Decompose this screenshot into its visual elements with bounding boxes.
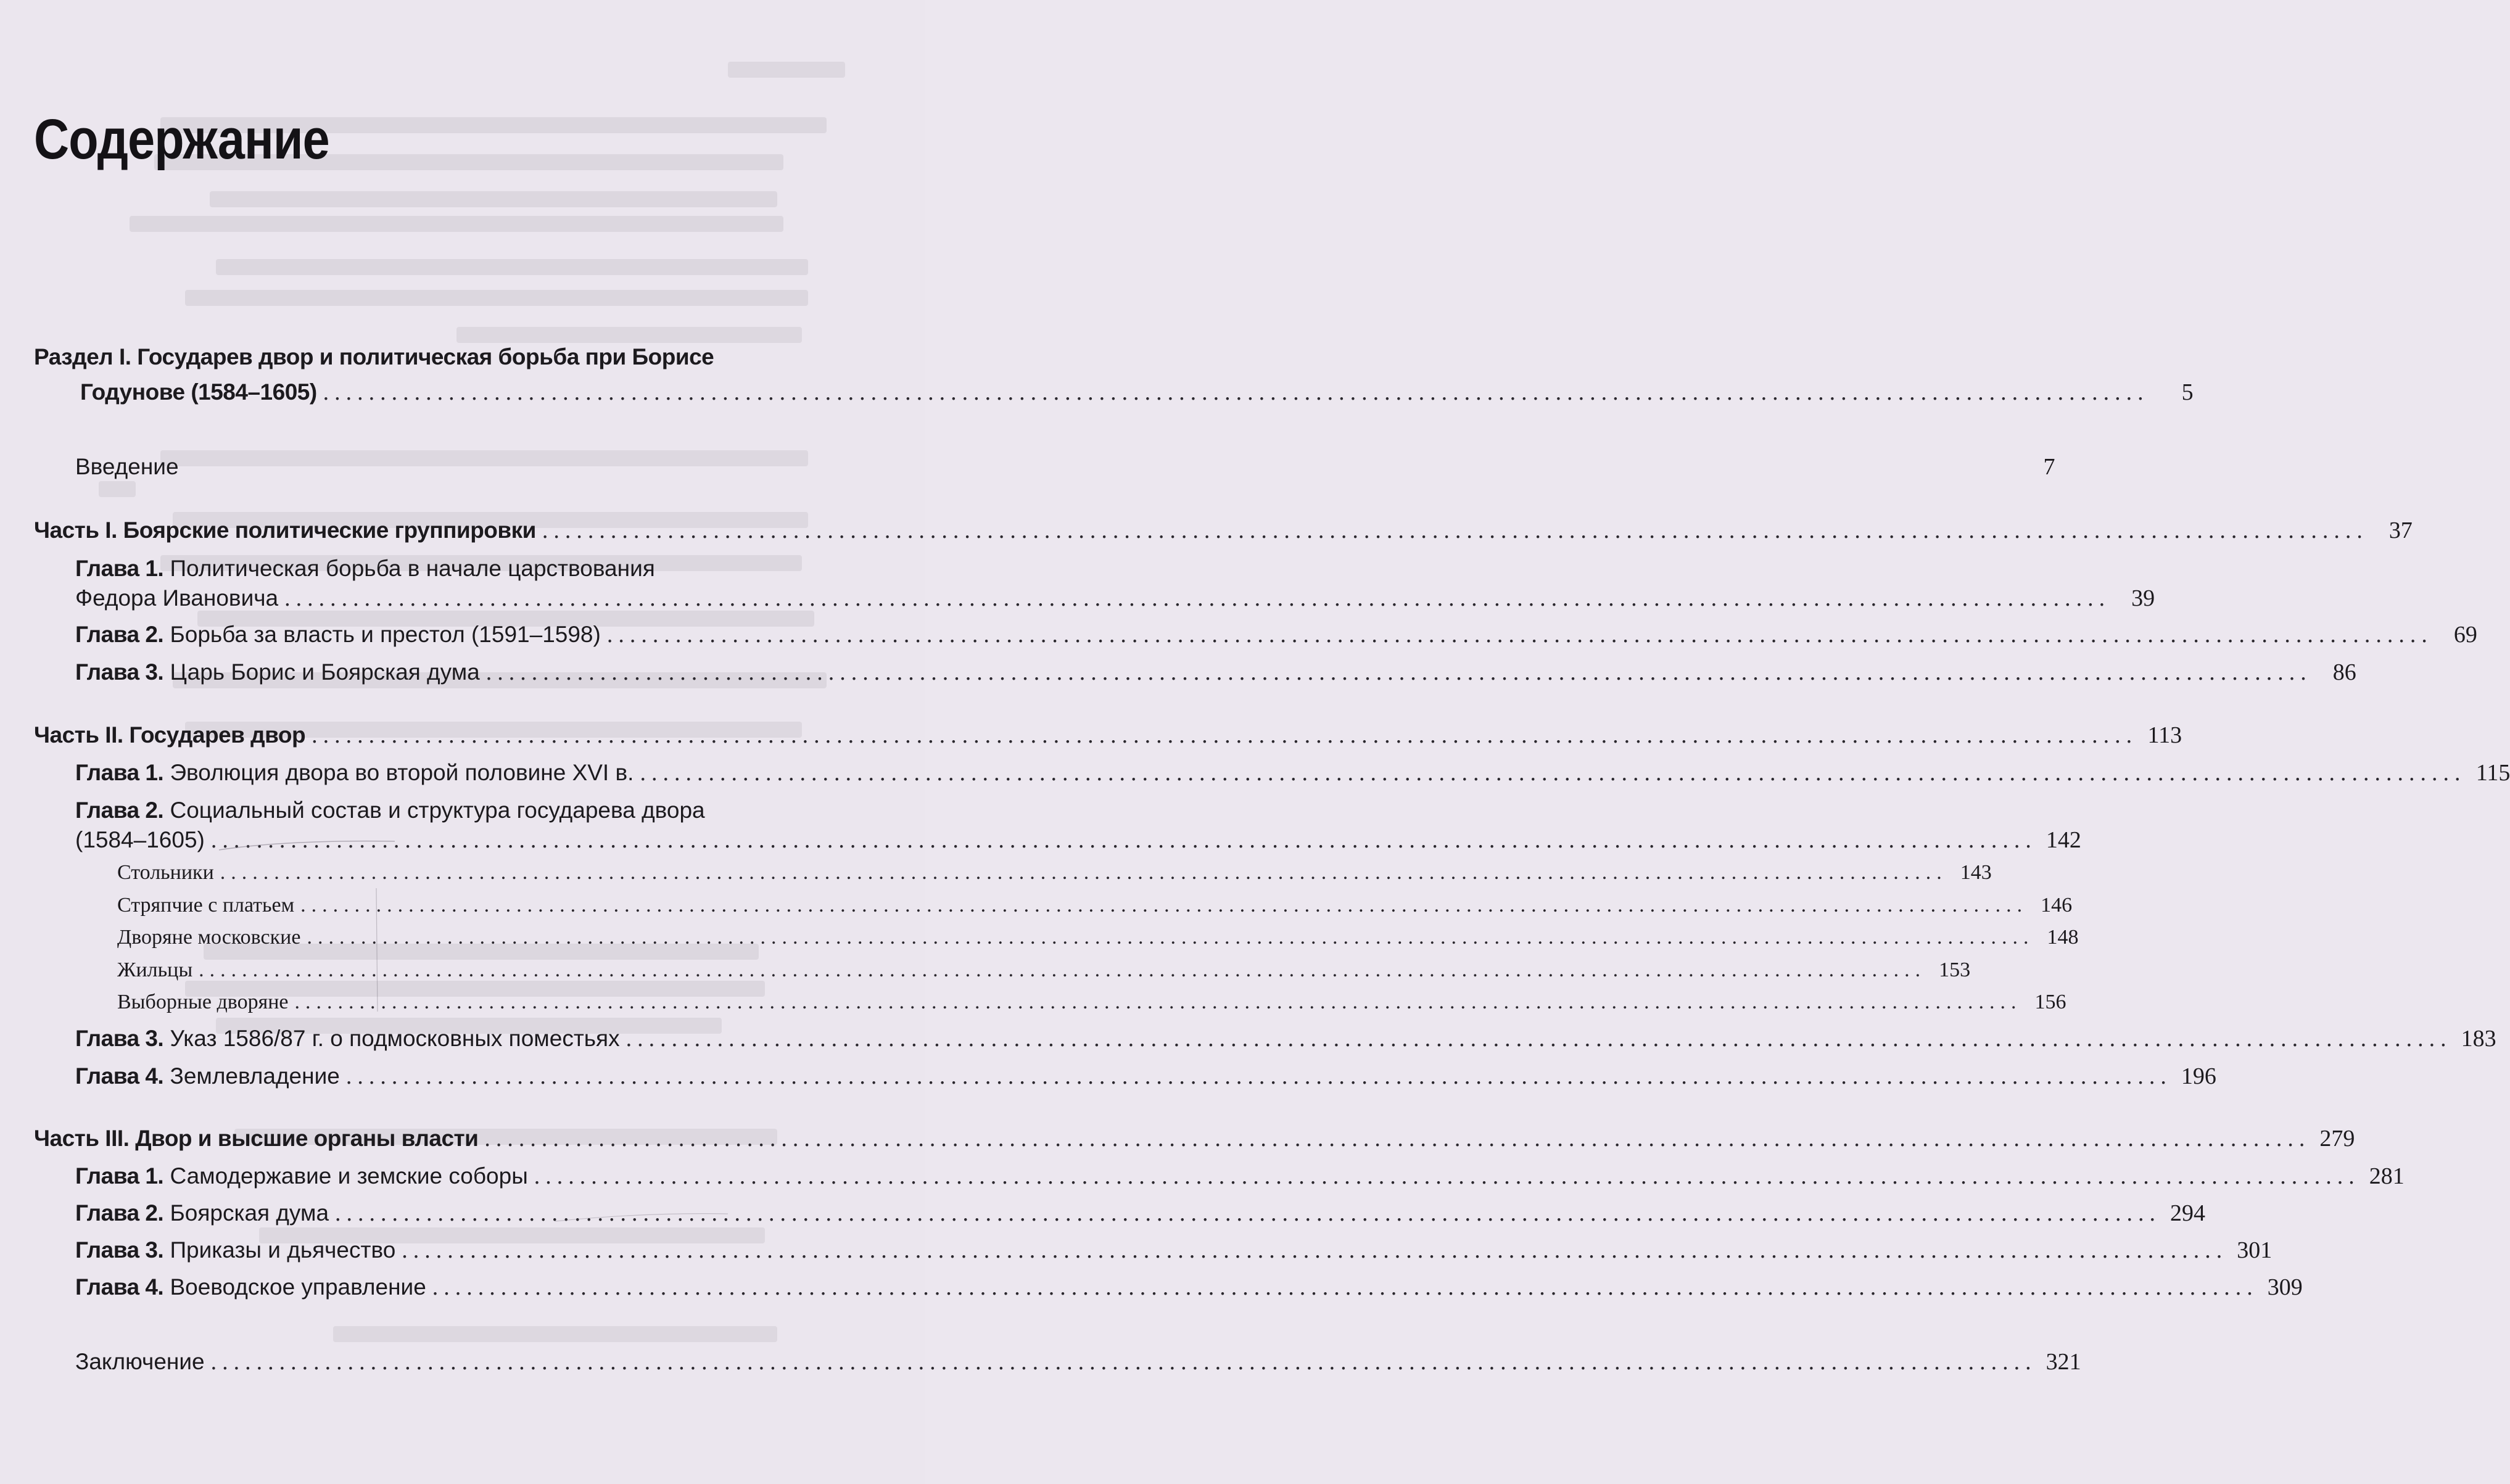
toc-page-number: 153 xyxy=(1939,958,1971,981)
toc-page-number: 156 xyxy=(2034,991,2066,1013)
toc-entry-heading: Часть III. Двор и высшие органы власти xyxy=(34,1126,479,1151)
chapter-number: Глава 1. xyxy=(75,760,164,785)
toc-entry-part-1[interactable] xyxy=(34,516,2413,545)
leader-dots: ................................................................................................................................................................ xyxy=(307,926,2034,949)
toc-entry-chapter[interactable] xyxy=(75,796,705,825)
leader-dots: ................................................................................................................................................................ xyxy=(210,827,2037,853)
toc-entry-title xyxy=(75,1161,528,1191)
toc-entry-title xyxy=(75,657,480,687)
chapter-title: Приказы и дьячество xyxy=(163,1237,396,1263)
chapter-title-continuation: Федора Ивановича xyxy=(75,585,279,611)
leader-dots: ................................................................................................................................................................ xyxy=(485,659,2312,685)
chapter-number: Глава 2. xyxy=(75,1200,164,1226)
chapter-title: Землевладение xyxy=(163,1063,340,1089)
toc-entry-subsection[interactable] xyxy=(117,957,1971,984)
toc-entry-title xyxy=(75,758,634,788)
toc-entry-subsection[interactable] xyxy=(117,989,2066,1016)
toc-entry-chapter[interactable] xyxy=(75,1235,2273,1265)
subsection-title: Выборные дворяне xyxy=(117,991,289,1013)
leader-dots: ................................................................................................................................................................ xyxy=(484,1126,2311,1152)
chapter-title: Воеводское управление xyxy=(163,1274,426,1300)
chapter-title: Указ 1586/87 г. о подмосковных поместьях xyxy=(163,1026,620,1051)
toc-entry-chapter[interactable] xyxy=(75,1272,2303,1302)
toc-page-number: 196 xyxy=(2181,1063,2216,1089)
toc-entry-subsection[interactable] xyxy=(117,892,2073,919)
leader-dots: ................................................................................................................................................................ xyxy=(220,861,1947,884)
toc-page-number: 294 xyxy=(2170,1200,2206,1226)
toc-entry-part-3[interactable] xyxy=(34,1124,2355,1153)
toc-entry-title: Заключение xyxy=(75,1349,205,1374)
toc-page-number: 69 xyxy=(2453,622,2477,648)
toc-entry-title xyxy=(75,1061,340,1091)
chapter-number: Глава 2. xyxy=(75,798,164,823)
leader-dots: ................................................................................................................................................................ xyxy=(300,894,2028,917)
leader-dots: ................................................................................................................................................................ xyxy=(312,722,2138,748)
toc-entry-title xyxy=(75,796,705,825)
toc-entry-conclusion[interactable] xyxy=(75,1347,2081,1377)
chapter-title: Эволюция двора во второй половине XVI в. xyxy=(163,760,634,785)
chapter-number: Глава 4. xyxy=(75,1274,164,1300)
toc-entry-section-1-continuation[interactable] xyxy=(80,377,2194,407)
chapter-title: Царь Борис и Боярская дума xyxy=(163,659,480,685)
chapter-title: Боярская дума xyxy=(163,1200,329,1226)
subsection-title: Жильцы xyxy=(117,958,193,981)
toc-entry-subsection[interactable] xyxy=(117,859,1992,886)
toc-entry-chapter[interactable] xyxy=(75,1161,2405,1191)
chapter-number: Глава 3. xyxy=(75,1237,164,1263)
toc-page-number: 301 xyxy=(2237,1237,2273,1263)
toc-entry-title xyxy=(75,554,655,583)
toc-entry-title xyxy=(75,1024,620,1053)
toc-page-number: 309 xyxy=(2267,1274,2303,1300)
leader-dots: ................................................................................................................................................................ xyxy=(640,760,2466,786)
leader-dots: ................................................................................................................................................................ xyxy=(345,1063,2172,1089)
chapter-number: Глава 4. xyxy=(75,1063,164,1089)
toc-entry-chapter[interactable] xyxy=(75,554,655,583)
leader-dots: ................................................................................................................................................................ xyxy=(323,379,2149,405)
toc-entry-title xyxy=(75,620,601,649)
chapter-number: Глава 3. xyxy=(75,659,164,685)
toc-entry-chapter[interactable] xyxy=(75,620,2477,649)
subsection-title: Дворяне московские xyxy=(117,926,301,949)
leader-dots: ................................................................................................................................................................ xyxy=(294,991,2022,1013)
toc-entry-title xyxy=(75,1272,426,1302)
leader-dots: ................................................................................................................................................................ xyxy=(534,1163,2360,1189)
toc-entry-chapter[interactable] xyxy=(75,1024,2496,1053)
toc-page-number: 115 xyxy=(2475,760,2510,786)
toc-entry-heading: Часть II. Государев двор xyxy=(34,722,306,748)
leader-dots: ................................................................................................................................................................ xyxy=(432,1274,2258,1300)
toc-entry-heading-continuation: Годунове (1584–1605) xyxy=(80,379,317,405)
toc-entry-title xyxy=(75,1198,329,1228)
toc-entry-chapter[interactable] xyxy=(75,657,2356,687)
chapter-number: Глава 3. xyxy=(75,1026,164,1051)
toc-entry-heading: Раздел I. Государев двор и политическая борьба при Борисе xyxy=(34,344,714,369)
toc-page-number: 7 xyxy=(2043,454,2055,480)
toc-page-number: 183 xyxy=(2461,1026,2496,1052)
toc-page-number: 281 xyxy=(2369,1163,2405,1189)
subsection-title: Стряпчие с платьем xyxy=(117,894,295,917)
toc-page-number: 5 xyxy=(2181,379,2194,405)
leader-dots: ................................................................................................................................................................ xyxy=(284,585,2111,611)
toc-entry-title xyxy=(75,1235,395,1265)
chapter-title: Социальный состав и структура государева двора xyxy=(163,798,705,823)
toc-page-number: 321 xyxy=(2046,1349,2081,1375)
toc-page-number: 148 xyxy=(2047,926,2079,949)
toc-entry-title: Введение xyxy=(75,454,179,479)
toc-entry-introduction[interactable] xyxy=(75,452,2055,482)
toc-entry-section-1[interactable] xyxy=(34,342,714,372)
leader-dots: ................................................................................................................................................................ xyxy=(335,1200,2161,1226)
toc-page-number: 143 xyxy=(1960,861,1992,884)
toc-page-number: 142 xyxy=(2046,827,2081,853)
toc-entry-chapter[interactable] xyxy=(75,1061,2216,1091)
toc-page-number: 86 xyxy=(2332,659,2356,685)
toc-page-number: 39 xyxy=(2131,585,2155,611)
leader-dots: ................................................................................................................................................................ xyxy=(199,958,1926,981)
toc-entry-chapter[interactable] xyxy=(75,758,2510,788)
toc-entry-chapter-continuation[interactable] xyxy=(75,825,2081,855)
toc-entry-part-2[interactable] xyxy=(34,720,2182,750)
subsection-title: Стольники xyxy=(117,861,214,884)
leader-dots: ................................................................................................................................................................ xyxy=(606,622,2433,648)
toc-page-number: 146 xyxy=(2041,894,2073,917)
toc-entry-heading: Часть I. Боярские политические группировки xyxy=(34,517,536,543)
leader-dots: ................................................................................................................................................................ xyxy=(402,1237,2228,1263)
chapter-number: Глава 2. xyxy=(75,622,164,647)
chapter-title-continuation: (1584–1605) xyxy=(75,827,205,852)
chapter-title: Самодержавие и земские соборы xyxy=(163,1163,528,1189)
chapter-number: Глава 1. xyxy=(75,556,164,581)
leader-dots: ................................................................................................................................................................ xyxy=(542,517,2368,543)
toc-page-number: 279 xyxy=(2319,1126,2355,1152)
toc-entry-chapter[interactable] xyxy=(75,1198,2206,1228)
chapter-title: Политическая борьба в начале царствования xyxy=(163,556,655,581)
toc-entry-chapter-continuation[interactable] xyxy=(75,583,2155,613)
chapter-title: Борьба за власть и престол (1591–1598) xyxy=(163,622,601,647)
leader-dots: ................................................................................................................................................................ xyxy=(625,1026,2452,1052)
page-title: Содержание xyxy=(34,108,329,171)
toc-page-number: 37 xyxy=(2388,517,2413,543)
chapter-number: Глава 1. xyxy=(75,1163,164,1189)
toc-page-number: 113 xyxy=(2147,722,2182,748)
leader-dots: ................................................................................................................................................................ xyxy=(210,1349,2037,1375)
toc-entry-subsection[interactable] xyxy=(117,924,2079,951)
